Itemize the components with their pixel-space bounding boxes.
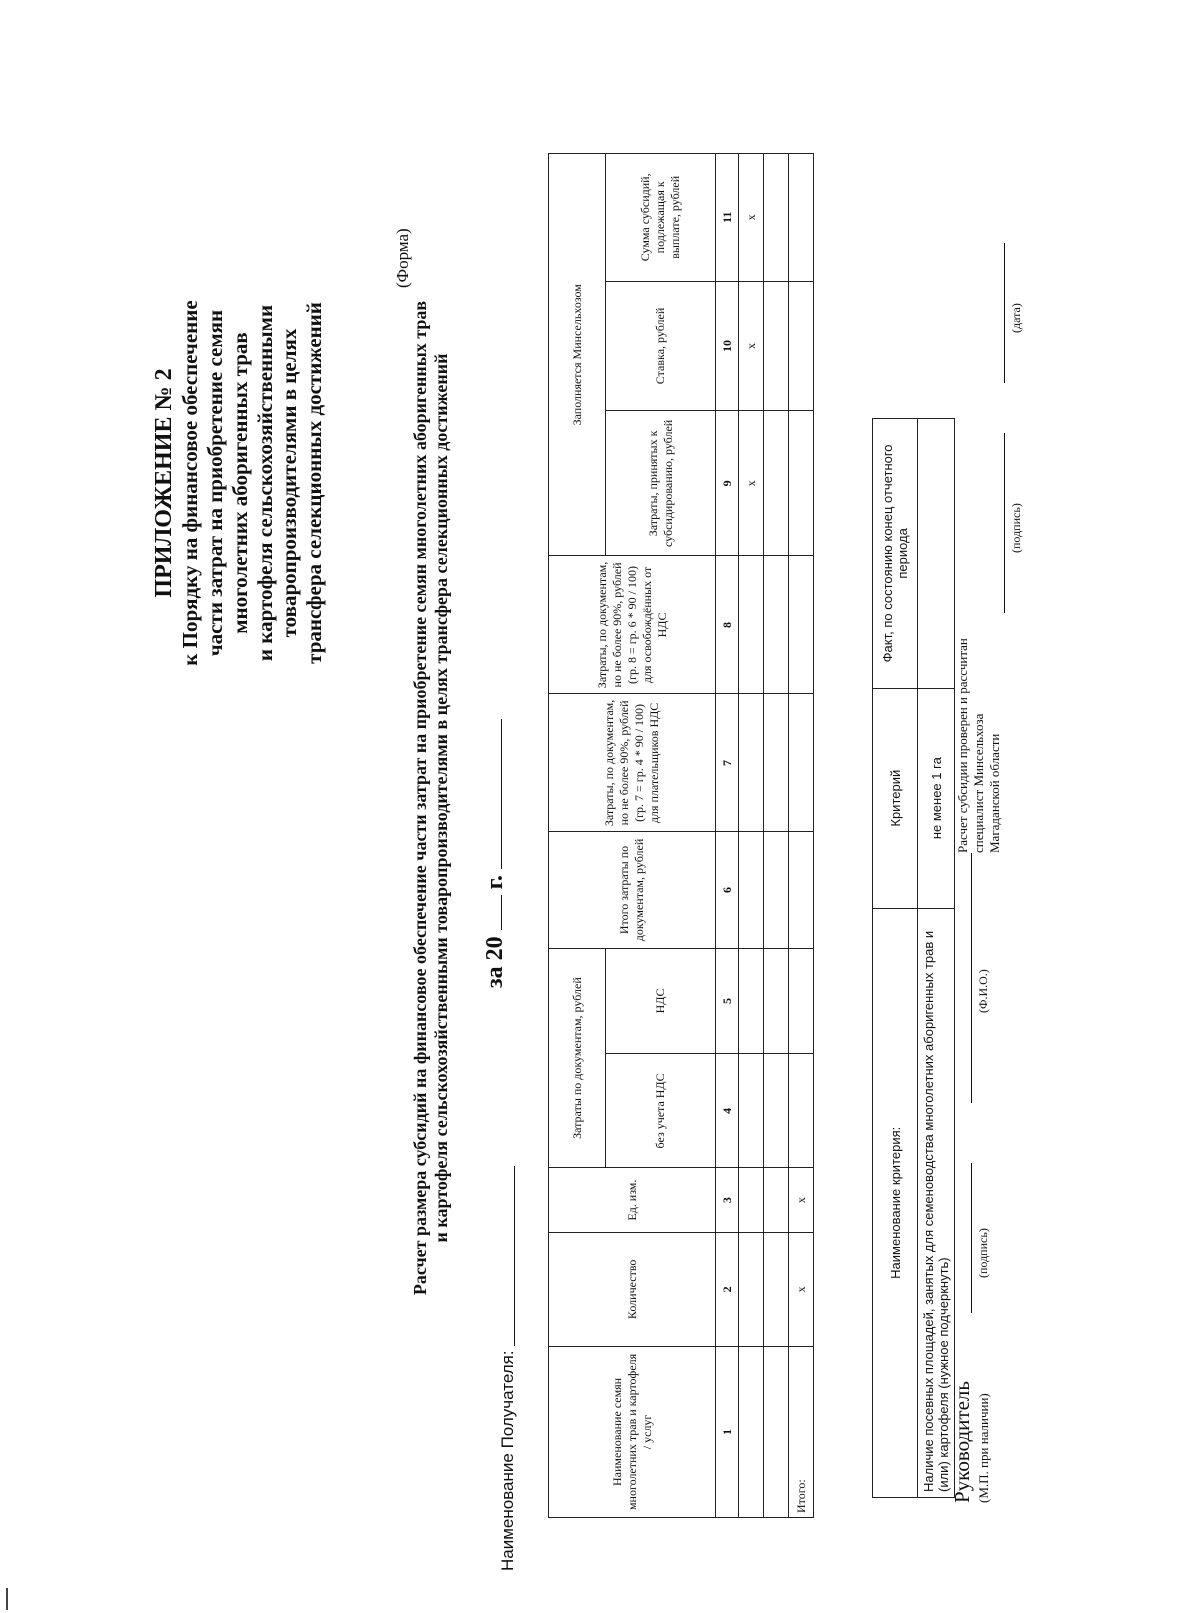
table-cell[interactable] [764, 948, 789, 1054]
recipient-line [498, 1166, 518, 1571]
period-blank[interactable] [501, 719, 502, 869]
table-cell[interactable] [764, 1346, 789, 1517]
col-header-without-vat: без учета НДС [606, 1054, 716, 1168]
table-cell[interactable] [764, 154, 789, 282]
form-label: (Форма) [393, 228, 412, 288]
check-line1: Расчет субсидии проверен и рассчитан [955, 638, 970, 853]
table-cell[interactable] [789, 948, 814, 1054]
table-cell[interactable] [789, 154, 814, 282]
criteria-row-criterion: не менее 1 га [918, 688, 955, 908]
col-header-cost-vat-payers: Затраты, по документам, но не более 90%, рублей (гр. 7 = гр. 4 * 90 / 100) для плательщиков НДС [549, 694, 716, 832]
col-group-ministry: Заполняется Минсельхозом [549, 154, 606, 557]
col-number: 11 [716, 154, 739, 282]
col-number: 7 [716, 694, 739, 832]
table-cell[interactable] [739, 1232, 764, 1346]
period-prefix: за 20 [482, 936, 508, 988]
calc-title [410, 133, 451, 1463]
table-cell[interactable] [739, 556, 764, 694]
table-cell-x: х [739, 154, 764, 282]
head-name-caption: (Ф.И.О.) [976, 969, 990, 1013]
date-caption: (дата) [1009, 303, 1023, 333]
calc-title-line1: Расчет размера субсидий на финансовое обеспечение части затрат на приобретение семян многолетних аборигенных трав [410, 300, 430, 1296]
col-number: 2 [716, 1232, 739, 1346]
check-line3: Магаданской области [987, 733, 1002, 853]
appendix-header [150, 163, 327, 803]
col-number: 9 [716, 411, 739, 556]
table-cell[interactable] [764, 1054, 789, 1168]
criteria-header-fact: Факт, по состоянию конец отчетного периода [873, 419, 918, 689]
col-number: 3 [716, 1168, 739, 1232]
table-cell[interactable] [764, 694, 789, 832]
col-header-total-cost: Итого затраты по документам, рублей [549, 832, 716, 948]
year-blank[interactable] [501, 895, 502, 930]
col-number: 4 [716, 1054, 739, 1168]
subtitle-line: трансфера селекционных достижений [302, 302, 327, 664]
specialist-signature-caption: (подпись) [1009, 503, 1023, 553]
col-header-cost-vat-exempt: Затраты, по документам, но не более 90%, рублей (гр. 8 = гр. 6 * 90 / 100) для освобождённых от НДС [549, 556, 716, 694]
mp-label: (М.П. при наличии) [976, 1393, 991, 1503]
subtitle-line: многолетних аборигенных трав [227, 332, 252, 634]
criteria-header-criterion: Критерий [873, 688, 918, 908]
recipient-label: Наименование Получателя: [498, 1350, 517, 1571]
head-label: Руководитель [950, 1381, 974, 1503]
col-number: 5 [716, 948, 739, 1054]
col-number: 8 [716, 556, 739, 694]
period-line [482, 719, 509, 988]
table-cell[interactable] [764, 1168, 789, 1232]
table-cell-x: х [739, 411, 764, 556]
subtitle-line: к Порядку на финансовое обеспечение [178, 300, 203, 666]
col-number: 10 [716, 281, 739, 411]
subtitle-line: части затрат на приобретение семян [203, 309, 228, 657]
table-row [739, 154, 764, 1518]
table-cell[interactable] [764, 556, 789, 694]
calc-title-line2: и картофеля сельскохозяйственными товаропроизводителями в целях трансфера селекционных достижений [430, 353, 451, 1243]
table-cell[interactable] [764, 1232, 789, 1346]
table-cell[interactable] [764, 281, 789, 411]
col-number: 1 [716, 1346, 739, 1517]
date-line[interactable] [1003, 243, 1005, 383]
table-cell[interactable] [739, 1054, 764, 1168]
subtitle-line: товаропроизводителями в целях [277, 328, 302, 638]
table-cell[interactable] [739, 832, 764, 948]
total-row [789, 154, 814, 1518]
table-cell[interactable] [739, 948, 764, 1054]
table-cell[interactable] [789, 411, 814, 556]
criteria-row-fact[interactable] [918, 419, 955, 689]
recipient-blank[interactable] [513, 1166, 515, 1346]
table-row [764, 154, 789, 1518]
appendix-title: ПРИЛОЖЕНИЕ № 2 [151, 368, 177, 598]
col-header-quantity: Количество [549, 1232, 716, 1346]
head-signature-caption: (подпись) [976, 1228, 990, 1278]
table-cell-x: х [739, 281, 764, 411]
criteria-row-name: Наличие посевных площадей, занятых для семеноводства многолетних аборигенных трав и (или) картофеля (нужное подчеркнуть) [918, 908, 955, 1497]
total-label: Итого: [789, 1346, 814, 1517]
subtitle-line: и картофеля сельскохозяйственными [252, 304, 277, 662]
table-cell[interactable] [739, 1346, 764, 1517]
table-cell[interactable] [789, 556, 814, 694]
col-header-rate: Ставка, рублей [606, 281, 716, 411]
col-group-cost: Затраты по документам, рублей [549, 948, 606, 1168]
table-cell[interactable] [789, 694, 814, 832]
period-suffix: г. [482, 875, 508, 890]
col-number: 6 [716, 832, 739, 948]
table-cell[interactable] [739, 1168, 764, 1232]
criteria-table [872, 418, 955, 1498]
table-cell[interactable] [789, 281, 814, 411]
criteria-header-name: Наименование критерия: [873, 908, 918, 1497]
specialist-signature-line[interactable] [1003, 433, 1005, 613]
check-line2: специалист Минсельхоза [971, 713, 986, 853]
col-header-unit: Ед. изм. [549, 1168, 716, 1232]
total-x: х [789, 1168, 814, 1232]
table-cell[interactable] [739, 694, 764, 832]
table-cell[interactable] [764, 832, 789, 948]
table-cell[interactable] [789, 832, 814, 948]
table-cell[interactable] [789, 1054, 814, 1168]
col-header-accepted-cost: Затраты, принятых к субсидированию, рублей [606, 411, 716, 556]
head-name-line[interactable] [970, 853, 972, 1103]
subsidy-table [548, 153, 814, 1518]
col-header-name: Наименование семян многолетних трав и картофеля / услуг [549, 1346, 716, 1517]
col-header-vat: НДС [606, 948, 716, 1054]
table-cell[interactable] [764, 411, 789, 556]
column-numbers-row [716, 154, 739, 1518]
col-header-subsidy-sum: Сумма субсидий, подлежащая к выплате, рублей [606, 154, 716, 282]
head-signature-line[interactable] [970, 1163, 972, 1313]
total-x: х [789, 1232, 814, 1346]
